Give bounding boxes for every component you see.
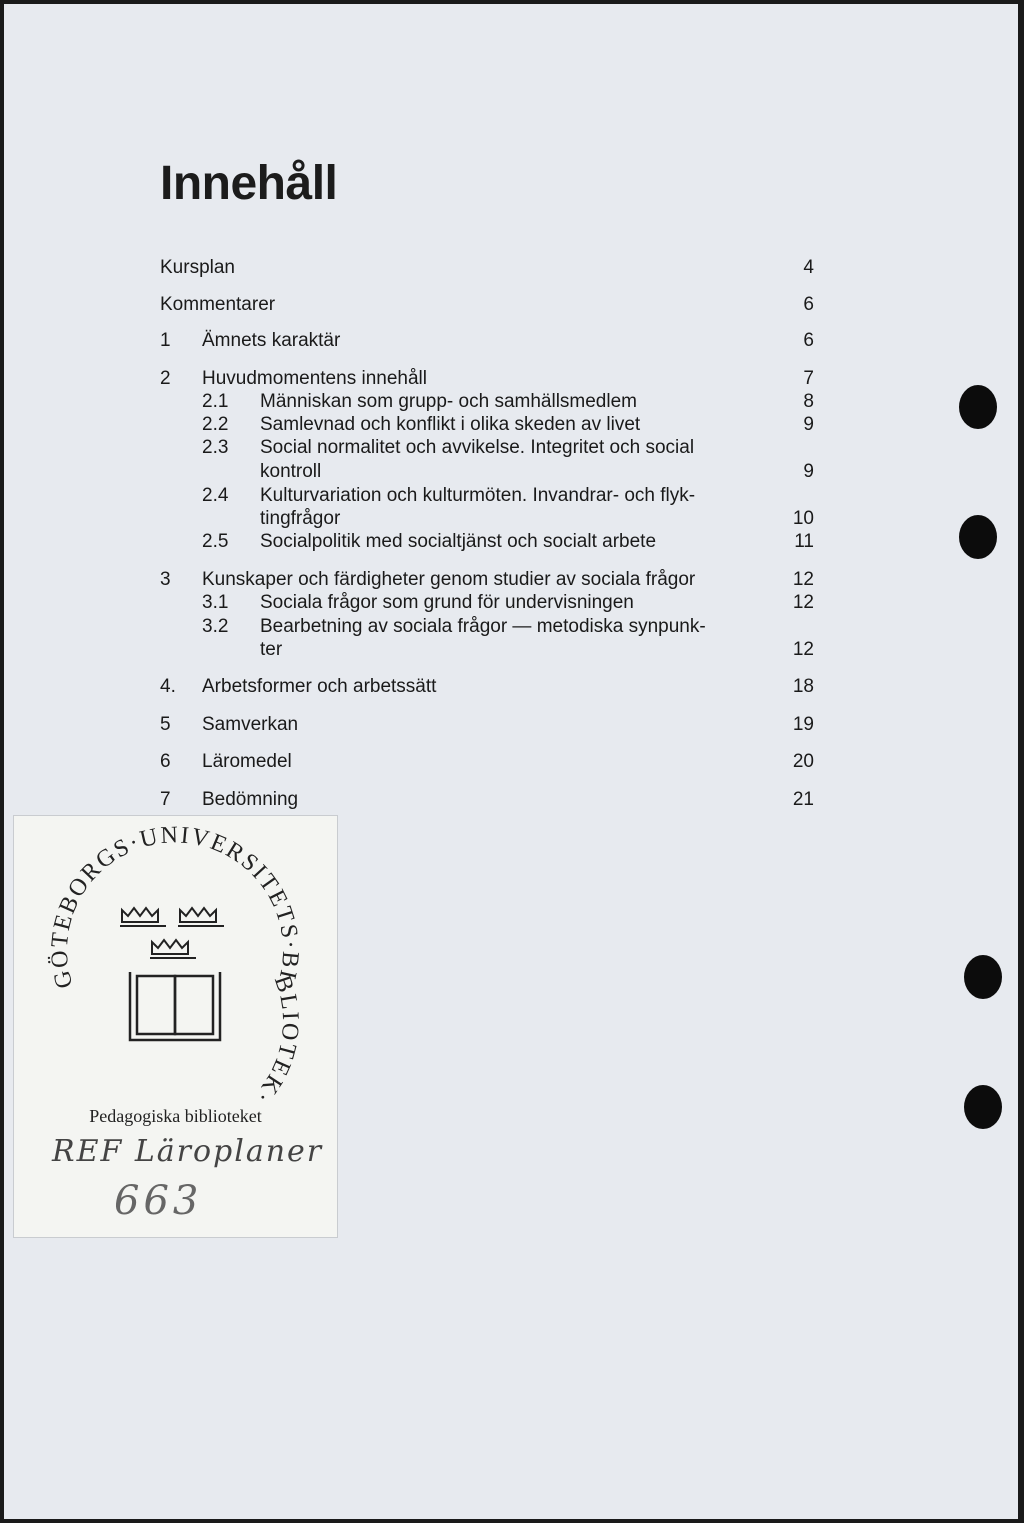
toc-label: Arbetsformer och arbetssätt <box>202 676 437 697</box>
crown-icon <box>150 940 196 958</box>
library-stamp-label <box>13 815 338 1238</box>
toc-number: 6 <box>160 751 171 772</box>
toc-page-number: 6 <box>803 330 814 351</box>
toc-label: Läromedel <box>202 751 292 772</box>
toc-label: Kulturvariation och kulturmöten. Invandrar- och flyk- <box>260 485 696 506</box>
toc-number: 3.1 <box>202 592 229 613</box>
toc-label: Människan som grupp- och samhällsmedlem <box>260 391 637 412</box>
toc-label: Kursplan <box>160 257 235 278</box>
toc-label: Social normalitet och avvikelse. Integritet och social <box>260 437 695 458</box>
toc-label: Bearbetning av sociala frågor — metodiska synpunk- <box>260 616 706 637</box>
toc-number: 1 <box>160 330 171 351</box>
punch-hole <box>959 515 997 559</box>
stamp-caption: Pedagogiska biblioteket <box>89 1106 262 1126</box>
toc-number: 3.2 <box>202 616 229 637</box>
toc-label: Kommentarer <box>160 294 276 315</box>
toc-page-number: 21 <box>792 789 814 810</box>
toc-label: Kunskaper och färdigheter genom studier av sociala frågor <box>202 569 696 590</box>
book-icon <box>130 972 220 1040</box>
toc-number: 2.3 <box>202 437 229 458</box>
toc-number: 4. <box>160 676 176 697</box>
toc-page-number: 9 <box>803 414 814 435</box>
toc-label: Samlevnad och konflikt i olika skeden av livet <box>260 414 641 435</box>
toc-page-number: 6 <box>803 294 814 315</box>
seal-ring-text: GÖTEBORGS·UNIVERSITETS·BIBLIOTEK· <box>46 822 304 1106</box>
toc-label-continued: ter <box>260 639 283 660</box>
toc-page-number: 12 <box>792 639 814 660</box>
document-page <box>4 4 1018 1519</box>
toc-label: Bedömning <box>202 789 299 810</box>
toc-page-number: 12 <box>792 569 814 590</box>
punch-hole <box>964 955 1002 999</box>
toc-page-number: 10 <box>792 508 814 529</box>
crown-icon <box>178 908 224 926</box>
university-seal <box>14 816 337 1106</box>
toc-label-continued: kontroll <box>260 461 322 482</box>
toc-page-number: 7 <box>803 368 814 389</box>
toc-page-number: 8 <box>803 391 814 412</box>
handwritten-call-number: REF Läroplaner <box>52 1134 324 1169</box>
toc-label: Samverkan <box>202 714 299 735</box>
toc-page-number: 9 <box>803 461 814 482</box>
toc-page-number: 4 <box>803 257 814 278</box>
toc-number: 2.5 <box>202 531 229 552</box>
toc-number: 2 <box>160 368 171 389</box>
toc-number: 2.4 <box>202 485 229 506</box>
crown-icon <box>120 908 166 926</box>
toc-number: 5 <box>160 714 171 735</box>
toc-page-number: 20 <box>792 751 814 772</box>
toc-label: Ämnets karaktär <box>202 330 341 351</box>
page-title: Innehåll <box>160 157 338 210</box>
toc-label: Sociala frågor som grund för undervisningen <box>260 592 634 613</box>
toc-page-number: 11 <box>794 531 814 552</box>
svg-text:GÖTEBORGS·UNIVERSITETS·BIBLIOT <box>47 822 304 1106</box>
toc-number: 7 <box>160 789 171 810</box>
toc-number: 2.2 <box>202 414 229 435</box>
toc-page-number: 12 <box>792 592 814 613</box>
toc-label: Socialpolitik med socialtjänst och socialt arbete <box>260 531 657 552</box>
punch-hole <box>959 385 997 429</box>
toc-number: 3 <box>160 569 171 590</box>
toc-number: 2.1 <box>202 391 229 412</box>
handwritten-shelf-number: 663 <box>114 1178 203 1224</box>
punch-hole <box>964 1085 1002 1129</box>
toc-label: Huvudmomentens innehåll <box>202 368 427 389</box>
toc-label-continued: tingfrågor <box>260 508 341 529</box>
toc-page-number: 18 <box>792 676 814 697</box>
toc-page-number: 19 <box>792 714 814 735</box>
